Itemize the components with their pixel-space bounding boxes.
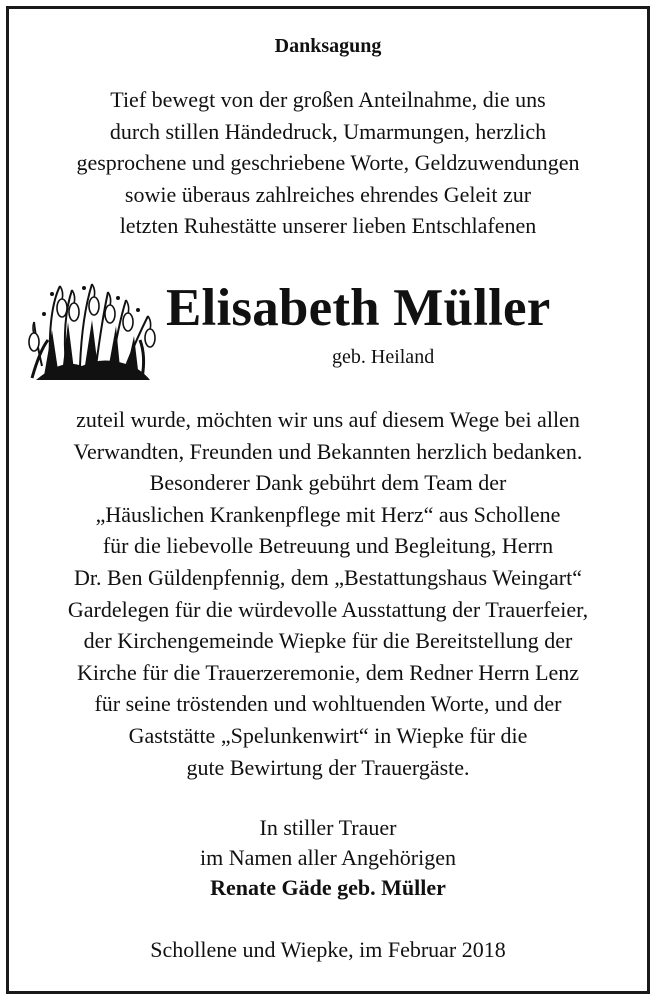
body-line: Gardelegen für die würdevolle Ausstattung der Trauerfeier, [67, 596, 589, 622]
intro-line: durch stillen Händedruck, Umarmungen, herzlich [109, 118, 547, 144]
intro-line: sowie überaus zahlreiches ehrendes Geleit zur [124, 181, 532, 207]
heading-danksagung: Danksagung [274, 35, 382, 57]
intro-line: letzten Ruhestätte unserer lieben Entschlafenen [119, 213, 537, 238]
body-line: Besonderer Dank gebührt dem Team der [149, 470, 507, 496]
body-line: der Kirchengemeinde Wiepke für die Bereitstellung der [83, 628, 573, 654]
body-line: Dr. Ben Güldenpfennig, dem „Bestattungshaus Weingart“ [74, 564, 582, 590]
signer-name: Renate Gäde geb. Müller [210, 875, 446, 900]
closing-block [0, 813, 656, 903]
deceased-name: Elisabeth Müller [166, 279, 551, 337]
body-line: Verwandten, Freunden und Bekannten herzlich bedanken. [73, 438, 583, 464]
intro-text [0, 84, 656, 242]
intro-line: Tief bewegt von der großen Anteilnahme, die uns [110, 87, 546, 112]
body-line: „Häuslichen Krankenpflege mit Herz“ aus Schollene [95, 501, 561, 527]
body-line: für die liebevolle Betreuung und Begleitung, Herrn [102, 533, 554, 559]
closing-line: im Namen aller Angehörigen [200, 845, 456, 870]
maiden-name: geb. Heiland [332, 346, 435, 368]
body-line: für seine tröstenden und wohltuenden Worte, und der [94, 691, 562, 717]
body-line: Gaststätte „Spelunkenwirt“ in Wiepke für die [128, 722, 528, 748]
intro-line: gesprochene und geschriebene Worte, Geldzuwendungen [76, 150, 580, 175]
closing-line: In stiller Trauer [259, 815, 397, 840]
body-line: gute Bewirtung der Trauergäste. [186, 754, 470, 780]
place-date: Schollene und Wiepke, im Februar 2018 [150, 937, 506, 962]
body-line: Kirche für die Trauerzeremonie, dem Redner Herrn Lenz [76, 659, 580, 685]
snowdrop-flowers-icon [22, 270, 158, 388]
body-text [0, 404, 656, 783]
body-line: zuteil wurde, möchten wir uns auf diesem Wege bei allen [76, 407, 580, 432]
